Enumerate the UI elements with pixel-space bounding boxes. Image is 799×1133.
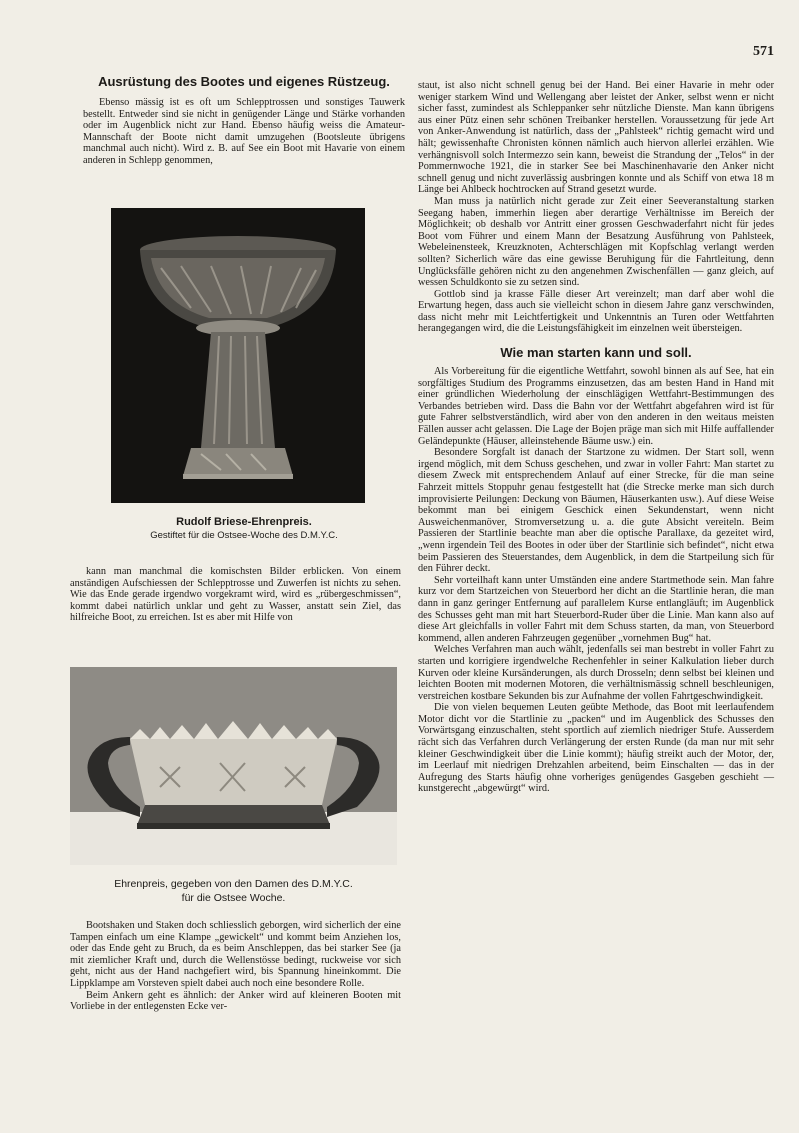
caption-title: Rudolf Briese-Ehrenpreis. <box>176 516 312 528</box>
paragraph: staut, ist also nicht schnell genug bei der Hand. Bei einer Havarie in mehr oder weniger starkem Wind und Wellengang aber leistet der Anker, selbst wenn er nicht sicher fasst, zumindest als Schleppanker sehr nützliche Dienste. Man kann übrigens aus einer Pütz einen sehr schönen Treibanker herstellen. Voraussetzung für jede Art von Anker-Anwendung ist natürlich, dass der „Pahlsteek“ richtig gemacht wird und hält; gewissenhafte Chronisten können nämlich auch hiervon allerlei erzählen. Wie verhängnisvoll solch Intermezzo sein kann, beweist die Strandung der „Telos“ in der Pommernwoche 1921, die in starker See bei Maschinenhavarie den Anker nicht schnell genug und nicht zuverlässig ausbringen konnte und als Schiff von etwa 18 m Länge bei Ahlbeck hochtrocken auf Strand gesetzt wurde. <box>418 80 774 196</box>
paragraph: Gottlob sind ja krasse Fälle dieser Art vereinzelt; man darf aber wohl die Erwartung hegen, dass auch sie vielleicht schon in diesem Jahre ganz verschwinden, dass nicht mehr mit Leichtfertigkeit und Unkenntnis an Turen oder Wettfahrten herangegangen wird, die die Leistungsfähigkeit im einzelnen weit übersteigen. <box>418 288 774 335</box>
bowl-illustration <box>70 667 397 865</box>
paragraph: Beim Ankern geht es ähnlich: der Anker wird auf kleineren Booten mit Vorliebe in der entlegensten Ecke ver- <box>70 989 401 1013</box>
cup-illustration <box>111 208 365 503</box>
paragraph: Besondere Sorgfalt ist danach der Startzone zu widmen. Der Start soll, wenn irgend möglich, mit dem Schuss geschehen, und zwar in voller Fahrt: Man startet zu diesem Zweck mit entsprechendem Anlauf auf einer Strecke, für die man seine Fahrzeit mittels Stoppuhr genau festgestellt hat (die Strecke merke man sich durch improvisierte Peilungen: Deckung von Bäumen, Häuserkanten usw.). Auf diese Weise bekommt man bei einigem Geschick einen Sekundenstart, wenn nicht Ausweichenmanöver, Stromversetzung u. a. die gute Absicht vereiteln. Beim Passieren der Startlinie beachte man aber die optische Parallaxe, da gezeitet wird, „wenn irgendein Teil des Bootes in oder über der Startlinie sich befindet“, nicht etwa beim Passieren des Steuerstandes, dem Augenblick, in dem die Startpeilung sich für den Führer deckt. <box>418 447 774 575</box>
paragraph: Man muss ja natürlich nicht gerade zur Zeit einer Seeveranstaltung starken Seegang haben, immerhin liegen aber derartige Verhältnisse im Bereich der Möglichkeit; ob deshalb vor Antritt einer grossen Geschwaderfahrt nicht für jedes Boot vom Führer und einem Mann der Besatzung Ausführung von Pahlsteek, Webeleinensteek, Kreuzknoten, Achterschlägen mit Kopfschlag verlangt werden sollten? Sicherlich wäre das eine gewisse Beruhigung für die Fahrtleitung, denn Unglücksfälle gehören nicht zu den angenehmen Zwischenfällen — ganz gleich, auf wessen Schuldkonto sie zu setzen sind. <box>418 195 774 289</box>
paragraph: Welches Verfahren man auch wählt, jedenfalls sei man bestrebt in voller Fahrt zu starten und korrigiere irgendwelche Rechenfehler in seiner Kalkulation lieber durch Kurven oder kleine Kursänderungen, als durch Drosseln; denn selbst bei kleinen und leichten Booten mit modernen Motoren, die verhältnismässig schnell beschleunigen, verstreichen kostbare Sekunden bis zur Aufnahme der vollen Fahrtgeschwindigkeit. <box>418 644 774 702</box>
glass-bowl-photo <box>70 667 397 865</box>
section-heading: Wie man starten kann und soll. <box>500 345 692 361</box>
figure-caption <box>83 515 405 542</box>
paragraph: Sehr vorteilhaft kann unter Umständen eine andere Startmethode sein. Man fahre kurz vor dem Startzeichen von Steuerbord her dicht an die Startlinie heran, die man dann in ganz geringer Entfernung auf parallelem Kurse entlangläuft; im Augenblick des Schusses geht man mit hart Steuerbord-Ruder über die Linie. Man kann also auf diese Art gleichfalls in voller Fahrt mit dem Schuss starten, da man, von Steuerbord kommend, allen anderen Fahrzeugen gegenüber „vornehmen Bug“ hat. <box>418 574 774 644</box>
caption-title: Ehrenpreis, gegeben von den Damen des D.M.Y.C. <box>114 878 353 890</box>
figure-caption <box>70 877 397 905</box>
left-column-middle <box>70 566 401 624</box>
right-column <box>418 80 774 795</box>
paragraph: Bootshaken und Staken doch schliesslich geborgen, wird sicherlich der eine Tampen einfach um eine Klampe „gewickelt“ und kommt beim Anziehen los, oder das Ende geht zu Bruch, da es beim Anschleppen, das bei starker See (ja mit ziemlicher Kraft und, durch die Wellenstösse bedingt, ruckweise vor sich geht, nicht aus der Hand nachgefiert wird, bis Spannung hineinkommt. Die Lippklampe am Vorsteven spielt dabei auch noch eine besondere Rolle. <box>70 920 401 989</box>
page-number: 571 <box>753 44 774 59</box>
left-column-top <box>83 74 405 167</box>
paragraph: kann man manchmal die komischsten Bilder erblicken. Von einem anständigen Aufschiessen der Schlepptrosse und Zuwerfen ist nichts zu sehen. Wie das Ende gerade irgendwo vorgekramt wird, wird es „rübergeschmissen“, kommt dabei natürlich unklar und geht zu Wasser, anstatt sein Ziel, das hilfreiche Boot, zu erreichen. Ist es aber mit Hilfe von <box>70 566 401 624</box>
section-heading: Ausrüstung des Bootes und eigenes Rüstzeug. <box>98 74 390 89</box>
trophy-cup-photo <box>111 208 365 503</box>
caption-subtitle: für die Ostsee Woche. <box>181 892 286 904</box>
paragraph: Die von vielen bequemen Leuten geübte Methode, das Boot mit leerlaufendem Motor dicht vor die Startlinie zu „packen“ und im Augenblick des Schusses den Vorwärtsgang einzuschalten, steht sportlich auf ziemlich niedriger Stufe. Ausserdem rächt sich das Verfahren durch Verlängerung der ersten Runde (da man nur mit sehr kleiner Geschwindigkeit über die Linie kommt); häufig streikt auch der Motor, der, im Leerlauf mit niedrigen Drehzahlen arbeitend, beim Einschalten — das in der Aufregung des Starts häufig ohne vorheriges genügendes Gasgeben geschieht — kunstgerecht „abgewürgt“ wird. <box>418 702 774 795</box>
paragraph: Ebenso mässig ist es oft um Schlepptrossen und sonstiges Tauwerk bestellt. Entweder sind sie nicht in genügender Länge und Stärke vorhanden oder im Augenblick nicht zur Hand. Ebenso häufig weiss die Amateur-Mannschaft der Boote nicht damit umzugehen (Bootsleute übrigens manchmal auch nicht). Wird z. B. auf See ein Boot mit Havarie von einem anderen in Schlepp genommen, <box>83 97 405 166</box>
caption-subtitle: Gestiftet für die Ostsee-Woche des D.M.Y.C. <box>150 530 338 541</box>
left-column-bottom <box>70 920 401 1013</box>
paragraph: Als Vorbereitung für die eigentliche Wettfahrt, sowohl binnen als auf See, hat ein sorgfältiges Studium des Programms einzusetzen, das am besten Hand in Hand mit einer gründlichen Wiederholung der einschlägigen Wettfahrt-Bestimmungen des Verbandes betrieben wird. Dass die Bahn vor der Wettfahrt abgefahren wird ist für gute Fahrer selbstverständlich, wird aber von den anderen in den weitaus meisten Fällen ausser acht gelassen. Die Lage der Bojen präge man sich mit Hilfe auffallender Geländepunkte (Häuser, alleinstehende Bäume usw.) ein. <box>418 366 774 447</box>
